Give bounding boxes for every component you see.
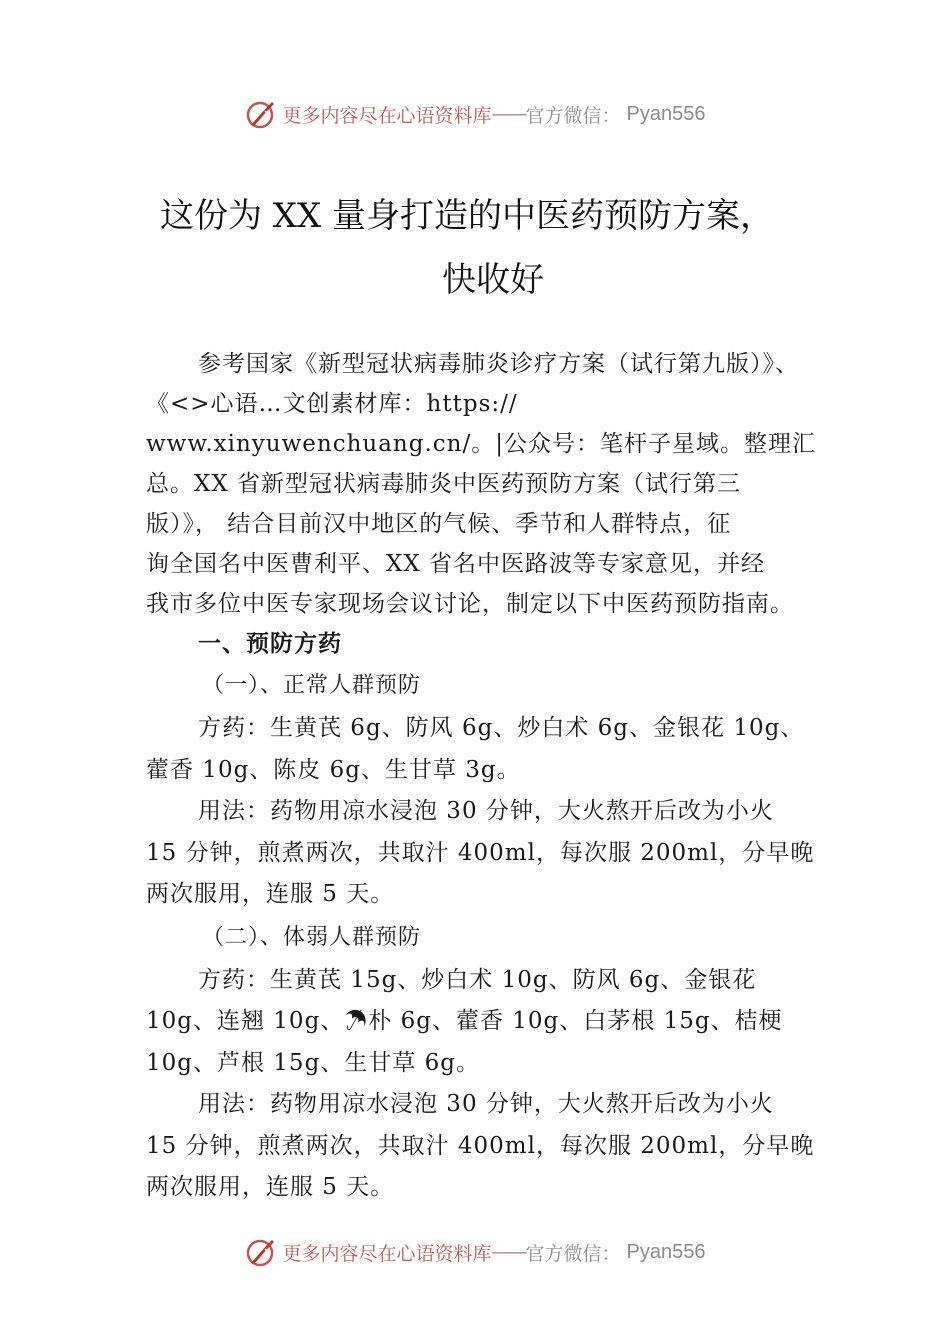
pen-logo-icon — [245, 97, 279, 131]
banner-wechat-label: 官方微信： — [525, 104, 621, 127]
formula-line: 方药：生黄芪 6g、防风 6g、炒白术 6g、金银花 10g、 — [198, 715, 805, 741]
intro-paragraph — [146, 344, 816, 624]
pen-logo-icon — [245, 1235, 279, 1269]
formula-normal — [146, 708, 816, 791]
intro-line: 我市多位中医专家现场会议讨论，制定以下中医药预防指南。 — [146, 591, 794, 617]
banner-site-name: 更多内容尽在心语资料库 — [282, 1242, 492, 1265]
formula-line: 方药：生黄芪 15g、炒白术 10g、防风 6g、金银花 — [198, 966, 757, 993]
banner-dash: —— — [491, 103, 526, 125]
intro-line: 参考国家《新型冠状病毒肺炎诊疗方案（试行第九版）》、 — [198, 351, 799, 377]
header-banner — [0, 94, 950, 134]
usage-line: 15 分钟，煎煮两次，共取汁 400ml，每次服 200ml，分早晚 — [146, 1132, 815, 1159]
intro-line: 总。XX 省新型冠状病毒肺炎中医药预防方案（试行第三 — [146, 471, 742, 497]
usage-normal — [146, 791, 816, 916]
page-title-line2: 快收好 — [442, 260, 544, 300]
usage-line: 两次服用，连服 5 天。 — [146, 881, 395, 907]
formula-weak — [146, 960, 816, 1085]
page-title-line1: 这份为 XX 量身打造的中医药预防方案， — [159, 196, 775, 236]
banner-wechat-id: Pyan556 — [626, 1240, 706, 1263]
banner-site-name: 更多内容尽在心语资料库 — [282, 104, 492, 127]
subsection-heading-normal: （一）、正常人群预防 — [202, 673, 422, 698]
banner-wechat-id: Pyan556 — [626, 102, 706, 125]
intro-line: 询全国名中医曹利平、XX 省名中医路波等专家意见，并经 — [146, 551, 766, 577]
document-body — [146, 344, 816, 1209]
formula-line: 10g、连翘 10g、☂朴 6g、藿香 10g、白茅根 15g、桔梗 — [146, 1008, 783, 1034]
formula-line: 藿香 10g、陈皮 6g、生甘草 3g。 — [146, 756, 521, 783]
formula-line: 10g、芦根 15g、生甘草 6g。 — [146, 1049, 480, 1076]
usage-line: 用法：药物用凉水浸泡 30 分钟，大火熬开后改为小火 — [198, 1091, 774, 1117]
usage-line: 两次服用，连服 5 天。 — [146, 1174, 395, 1200]
intro-line: 《<>心语…文创素材库：https:// — [146, 391, 518, 417]
footer-banner — [0, 1232, 950, 1272]
intro-line: www.xinyuwenchuang.cn/。|公众号：笔杆子星域。整理汇 — [146, 431, 816, 457]
banner-dash: —— — [491, 1241, 526, 1263]
banner-wechat-label: 官方微信： — [525, 1242, 621, 1265]
usage-line: 用法：药物用凉水浸泡 30 分钟，大火熬开后改为小火 — [198, 798, 774, 824]
subsection-heading-weak: （二）、体弱人群预防 — [202, 924, 422, 950]
usage-weak — [146, 1084, 816, 1209]
section-heading: 一、预防方药 — [198, 631, 342, 657]
intro-line: 版）》， 结合目前汉中地区的气候、季节和人群特点，征 — [146, 511, 732, 537]
usage-line: 15 分钟，煎煮两次，共取汁 400ml，每次服 200ml，分早晚 — [146, 839, 815, 866]
